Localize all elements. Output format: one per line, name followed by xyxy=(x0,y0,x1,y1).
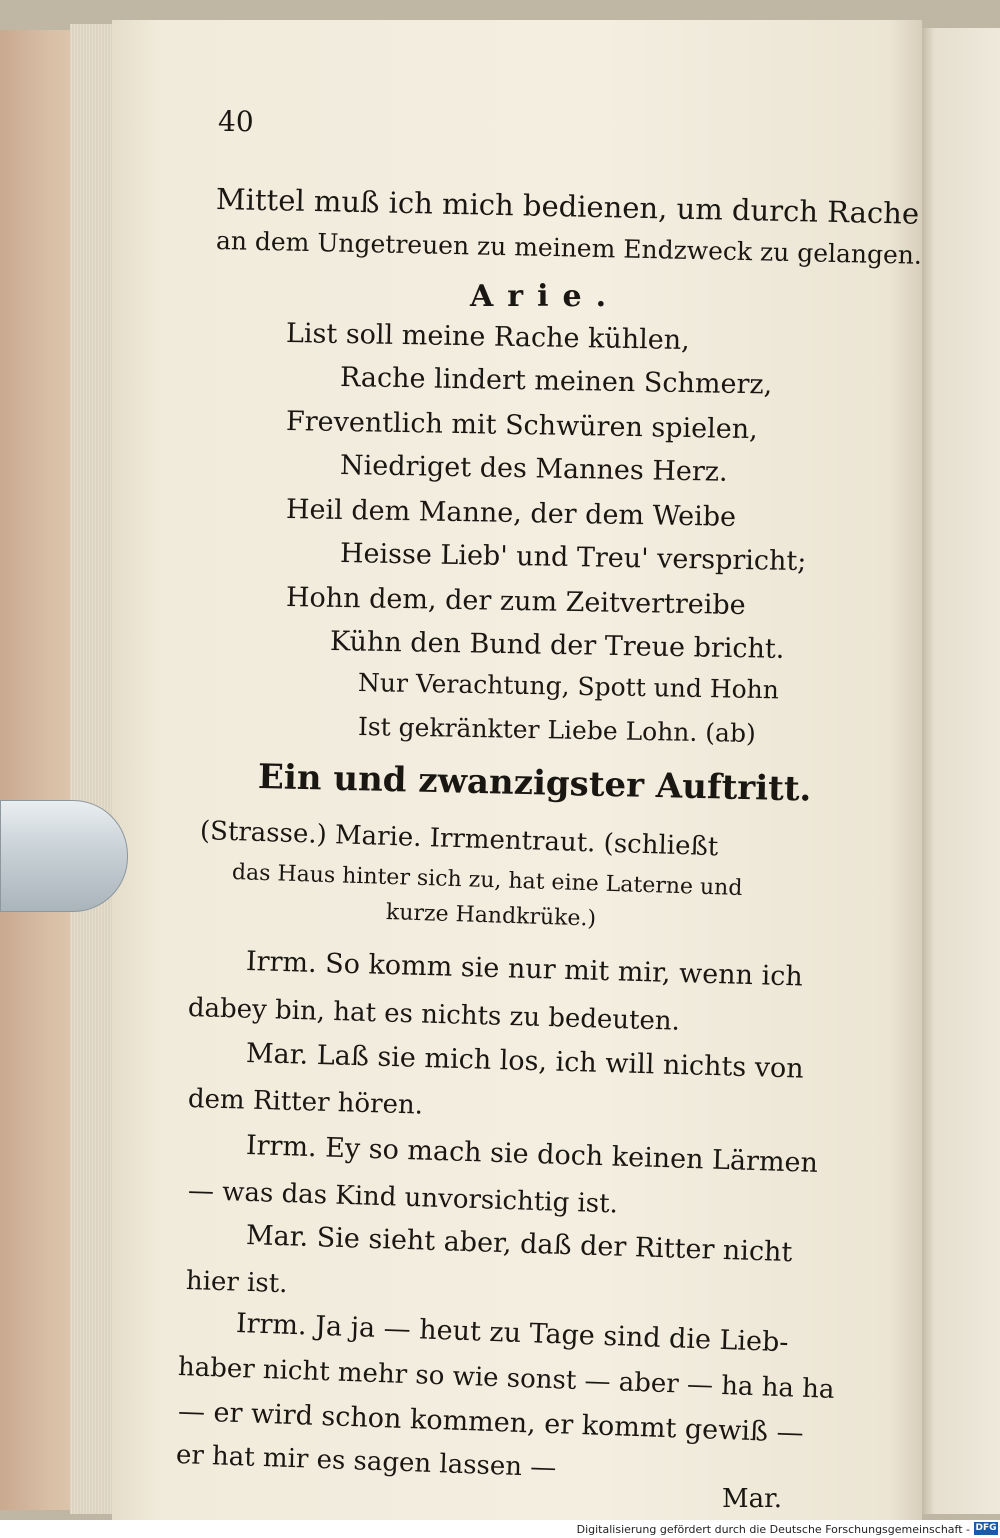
dialogue-line: hier ist. xyxy=(185,1266,288,1300)
aria-heading: Arie. xyxy=(470,279,621,314)
page-clip xyxy=(0,800,128,912)
verse-line: Niedriget des Mannes Herz. xyxy=(339,450,728,488)
verse-line: Freventlich mit Schwüren spielen, xyxy=(285,406,759,446)
verse-line: List soll meine Rache kühlen, xyxy=(285,318,691,357)
stage-direction: kurze Handkrüke.) xyxy=(385,900,597,932)
verse-line: Rache lindert meinen Schmerz, xyxy=(339,362,773,401)
verse-line: Hohn dem, der zum Zeitvertreibe xyxy=(285,582,746,622)
dialogue-line: er hat mir es sagen lassen — xyxy=(175,1440,557,1484)
dialogue-line: Irrm. Ey so mach sie doch keinen Lärmen xyxy=(245,1130,819,1179)
catchword: Mar. xyxy=(722,1484,782,1514)
dialogue-line: Irrm. So komm sie nur mit mir, wenn ich xyxy=(245,946,804,993)
verse-line: Kühn den Bund der Treue bricht. xyxy=(329,626,785,665)
text-line: an dem Ungetreuen zu meinem Endzweck zu gelangen. xyxy=(215,226,923,270)
verse-line: Ist gekränkter Liebe Lohn. (ab) xyxy=(357,712,756,748)
stage-direction: (Strasse.) Marie. Irrmentraut. (schließt xyxy=(199,816,719,863)
dfg-logo: DFG xyxy=(975,1523,997,1533)
dialogue-line: Irrm. Ja ja — heut zu Tage sind die Lieb- xyxy=(235,1308,790,1359)
dialogue-line: — was das Kind unvorsichtig ist. xyxy=(187,1176,619,1220)
dialogue-line: dem Ritter hören. xyxy=(187,1084,424,1121)
facing-page xyxy=(918,28,1000,1514)
funding-credit: Digitalisierung gefördert durch die Deutsche Forschungsgemeinschaft - xyxy=(576,1523,970,1536)
dialogue-line: Mar. Sie sieht aber, daß der Ritter nicht xyxy=(245,1220,793,1269)
dialogue-line: Mar. Laß sie mich los, ich will nichts von xyxy=(245,1038,805,1085)
stage-direction: das Haus hinter sich zu, hat eine Laterne und xyxy=(231,860,743,902)
page-number: 40 xyxy=(218,105,254,138)
dialogue-line: — er wird schon kommen, er kommt gewiß — xyxy=(177,1396,805,1449)
dialogue-line: dabey bin, hat es nichts zu bedeuten. xyxy=(187,993,681,1037)
text-line: Mittel muß ich mich bedienen, um durch Rache xyxy=(215,182,920,231)
scene-heading: Ein und zwanzigster Auftritt. xyxy=(257,757,812,810)
verse-line: Nur Verachtung, Spott und Hohn xyxy=(357,668,780,705)
verse-line: Heisse Lieb' und Treu' verspricht; xyxy=(339,538,807,578)
dialogue-line: haber nicht mehr so wie sonst — aber — ha ha ha xyxy=(177,1352,835,1405)
verse-line: Heil dem Manne, der dem Weibe xyxy=(285,494,737,533)
